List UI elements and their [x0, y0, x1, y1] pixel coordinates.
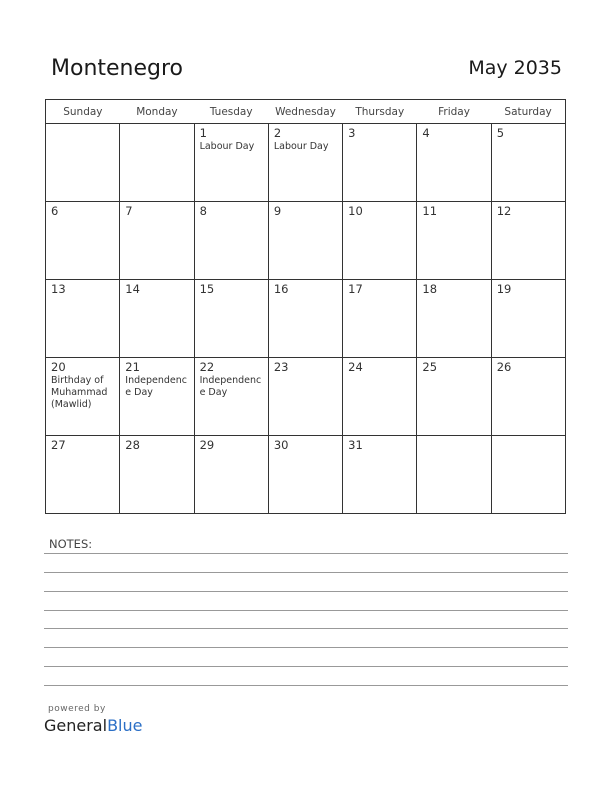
day-cell [120, 280, 194, 358]
day-cell [491, 436, 565, 514]
weekday-tuesday: Tuesday [194, 100, 268, 124]
day-number: 8 [199, 204, 207, 218]
day-cell [491, 358, 565, 436]
brand-general: General [44, 716, 108, 735]
day-cell [417, 280, 491, 358]
week-row [46, 202, 566, 280]
day-cell [417, 436, 491, 514]
week-row [46, 358, 566, 436]
holiday-label: Birthday of Muhammad (Mawlid) [51, 375, 108, 410]
day-number: 7 [125, 204, 133, 218]
day-number: 27 [51, 438, 66, 452]
day-cell [268, 358, 342, 436]
day-number: 10 [348, 204, 363, 218]
day-cell [343, 358, 417, 436]
day-number: 13 [51, 282, 66, 296]
day-number: 25 [422, 360, 438, 374]
calendar-grid [45, 99, 566, 514]
day-cell [194, 358, 268, 436]
notes-line [44, 666, 568, 667]
day-number: 1 [199, 126, 207, 140]
day-cell [343, 202, 417, 280]
day-cell [268, 280, 342, 358]
day-cell [194, 280, 268, 358]
weekday-thursday: Thursday [343, 100, 417, 124]
weekday-header-row [46, 100, 566, 124]
day-cell [491, 124, 565, 202]
day-cell [120, 124, 194, 202]
day-cell [417, 358, 491, 436]
day-number: 26 [496, 360, 512, 374]
day-number: 9 [273, 204, 282, 218]
day-number: 22 [199, 360, 215, 374]
notes-line [44, 685, 568, 686]
weekday-wednesday: Wednesday [268, 100, 342, 124]
day-number: 29 [199, 438, 215, 452]
day-cell [120, 358, 194, 436]
day-number: 6 [51, 204, 59, 218]
day-cell [491, 280, 565, 358]
powered-by-text: powered by [48, 704, 106, 714]
holiday-label: Labour Day [199, 141, 255, 152]
day-cell [194, 436, 268, 514]
weekday-saturday: Saturday [491, 100, 565, 124]
day-cell [46, 358, 120, 436]
weekday-sunday: Sunday [46, 100, 120, 124]
day-cell [120, 436, 194, 514]
holiday-label: Independence Day [199, 375, 262, 398]
day-cell [491, 202, 565, 280]
day-cell [194, 124, 268, 202]
notes-label: NOTES: [49, 537, 93, 551]
day-number: 3 [348, 126, 356, 140]
day-number: 16 [273, 282, 289, 296]
day-cell [46, 202, 120, 280]
day-cell [343, 280, 417, 358]
day-number: 17 [348, 282, 363, 296]
holiday-label: Independence Day [125, 375, 187, 398]
day-cell [46, 436, 120, 514]
day-number: 31 [348, 438, 363, 452]
day-number: 4 [422, 126, 430, 140]
day-number: 12 [496, 204, 512, 218]
day-number: 24 [348, 360, 363, 374]
day-cell [343, 124, 417, 202]
day-number: 23 [273, 360, 289, 374]
notes-line [44, 647, 568, 648]
week-row [46, 436, 566, 514]
day-number: 2 [273, 126, 282, 140]
holiday-label: Labour Day [273, 141, 329, 152]
week-row [46, 124, 566, 202]
day-number: 11 [422, 204, 438, 218]
day-cell [268, 202, 342, 280]
day-number: 5 [496, 126, 505, 140]
day-cell [46, 124, 120, 202]
day-cell [343, 436, 417, 514]
day-number: 18 [422, 282, 438, 296]
notes-line [44, 591, 568, 592]
day-cell [194, 202, 268, 280]
day-number: 21 [125, 360, 140, 374]
weekday-monday: Monday [120, 100, 194, 124]
day-number: 15 [199, 282, 215, 296]
day-number: 30 [273, 438, 289, 452]
generalblue-logo [44, 716, 142, 735]
notes-line [44, 628, 568, 629]
day-cell [417, 202, 491, 280]
notes-line [44, 610, 568, 611]
day-cell [46, 280, 120, 358]
day-cell [120, 202, 194, 280]
day-number: 20 [51, 360, 66, 374]
day-number: 14 [125, 282, 140, 296]
day-cell [268, 436, 342, 514]
day-number: 28 [125, 438, 140, 452]
week-row [46, 280, 566, 358]
page-title-country: Montenegro [51, 56, 184, 81]
notes-line [44, 553, 568, 554]
notes-line [44, 572, 568, 573]
brand-blue: Blue [107, 716, 143, 735]
day-number: 19 [496, 282, 512, 296]
month-year-label: May 2035 [468, 57, 562, 79]
day-cell [268, 124, 342, 202]
weekday-friday: Friday [417, 100, 491, 124]
day-cell [417, 124, 491, 202]
